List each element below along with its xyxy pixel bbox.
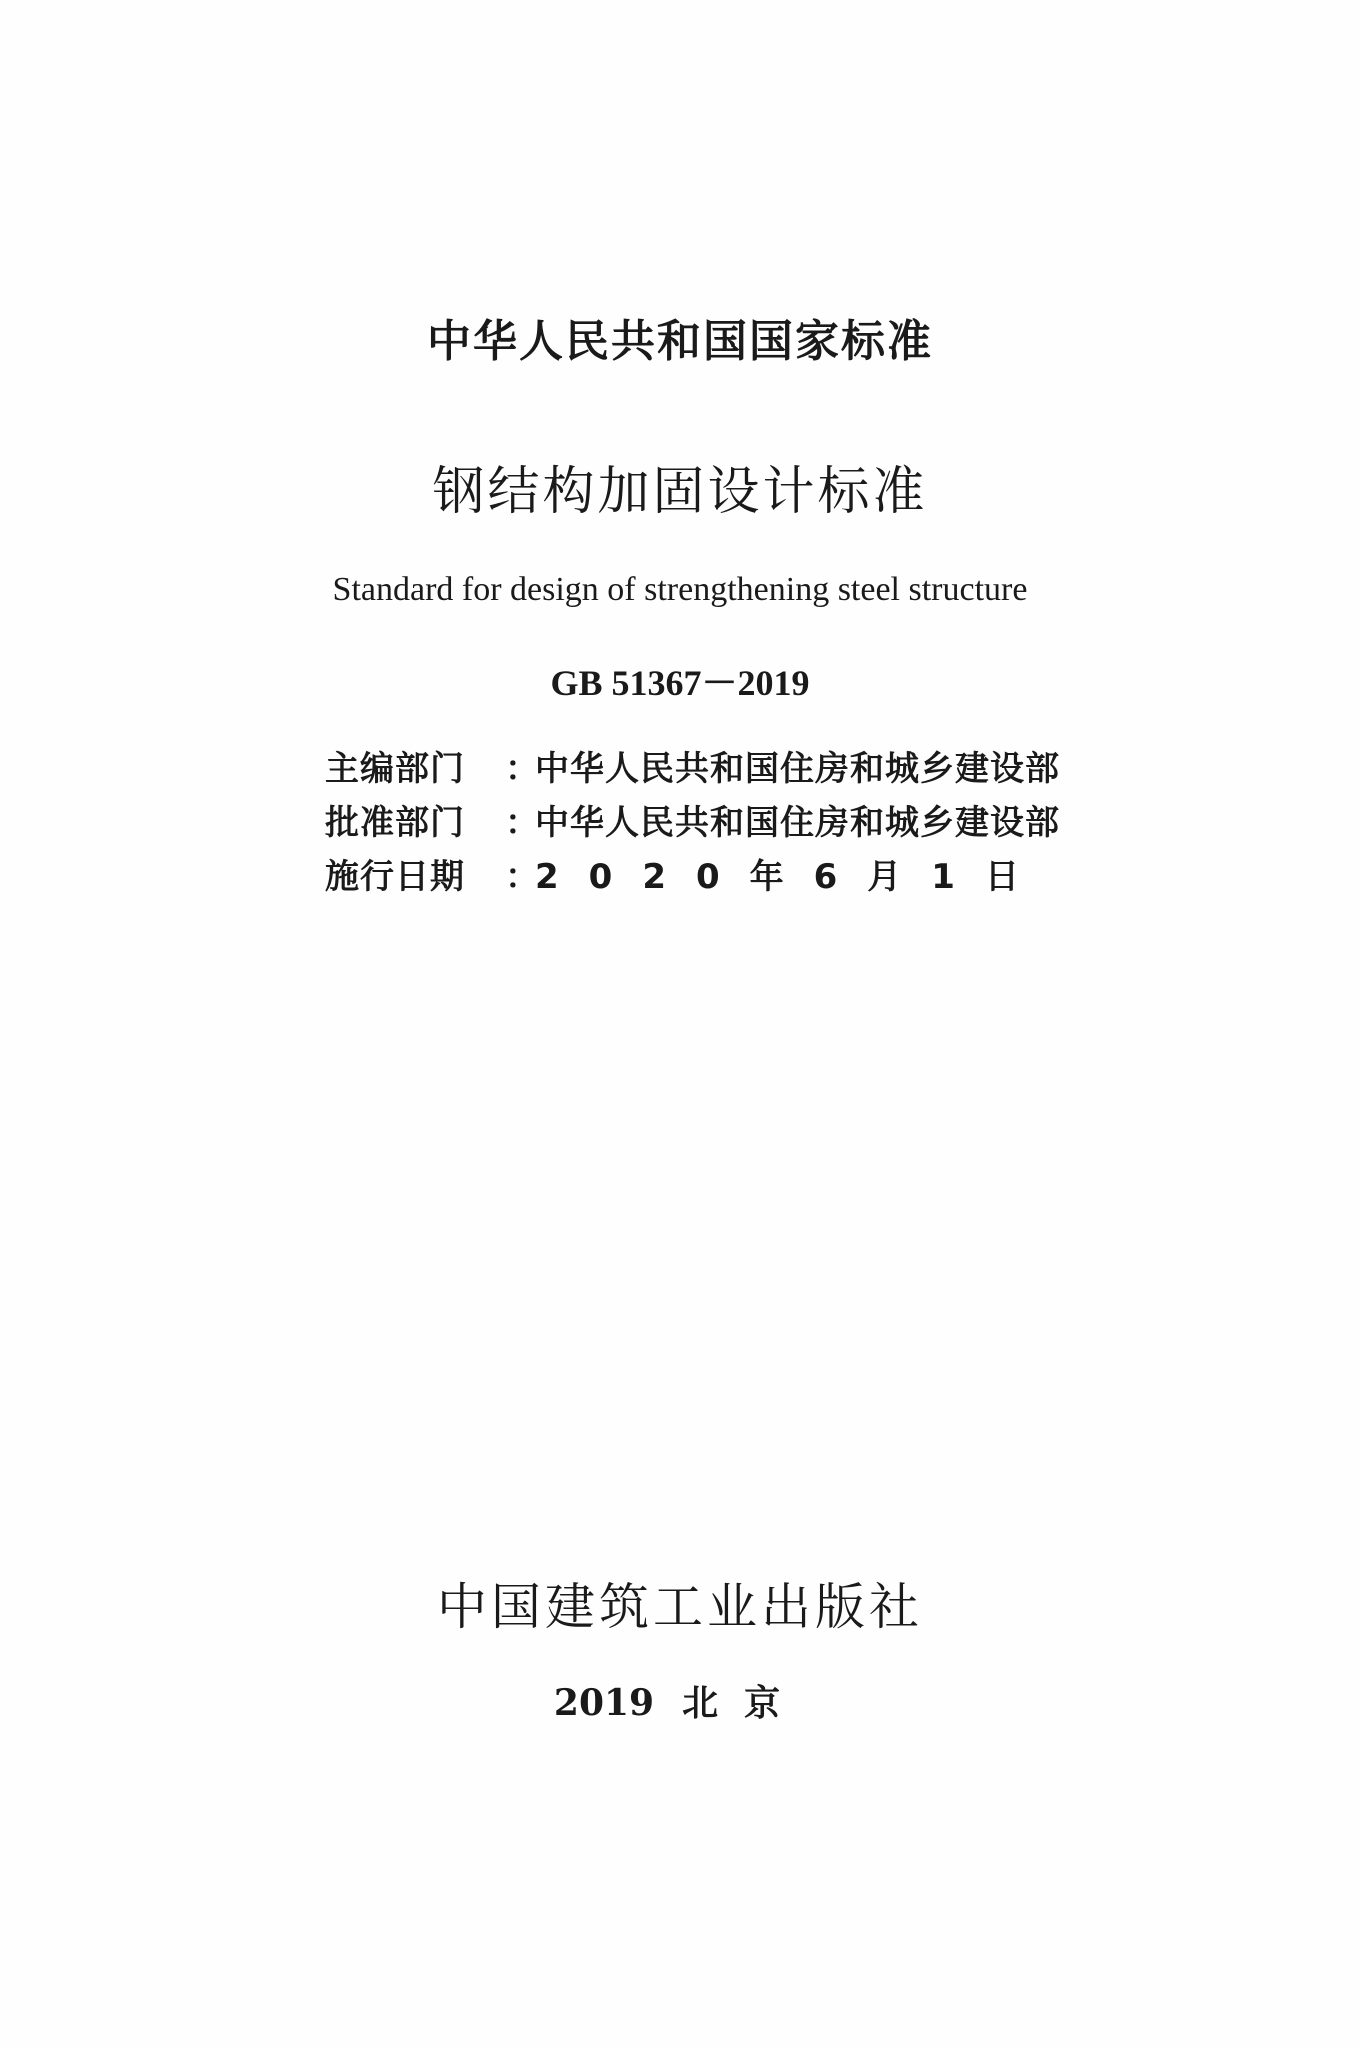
meta-value: 中华人民共和国住房和城乡建设部 <box>535 803 1060 843</box>
metadata-block <box>325 742 1065 904</box>
publication-year: 2019 <box>553 1682 655 1724</box>
meta-row-approval-department <box>325 796 1065 850</box>
meta-row-editing-department <box>325 742 1065 796</box>
meta-colon: ： <box>505 803 539 843</box>
meta-colon: ： <box>505 857 539 897</box>
series-title: 中华人民共和国国家标准 <box>427 316 933 367</box>
document-title-chinese: 钢结构加固设计标准 <box>432 462 928 522</box>
standard-code: GB 51367－2019 <box>550 663 810 703</box>
meta-label: 施行日期 <box>325 857 465 897</box>
meta-colon: ： <box>505 749 539 789</box>
meta-value-effective-date: 2020年6月1日 <box>535 857 1049 897</box>
meta-label: 批准部门 <box>325 803 465 843</box>
meta-value: 中华人民共和国住房和城乡建设部 <box>535 749 1060 789</box>
publication-city: 北京 <box>682 1682 807 1724</box>
document-title-english: Standard for design of strengthening steel structure <box>332 571 1028 608</box>
meta-row-effective-date <box>325 850 1065 904</box>
meta-label: 主编部门 <box>325 749 465 789</box>
publication-year-place <box>0 1680 1360 1726</box>
publisher-name: 中国建筑工业出版社 <box>437 1578 923 1636</box>
